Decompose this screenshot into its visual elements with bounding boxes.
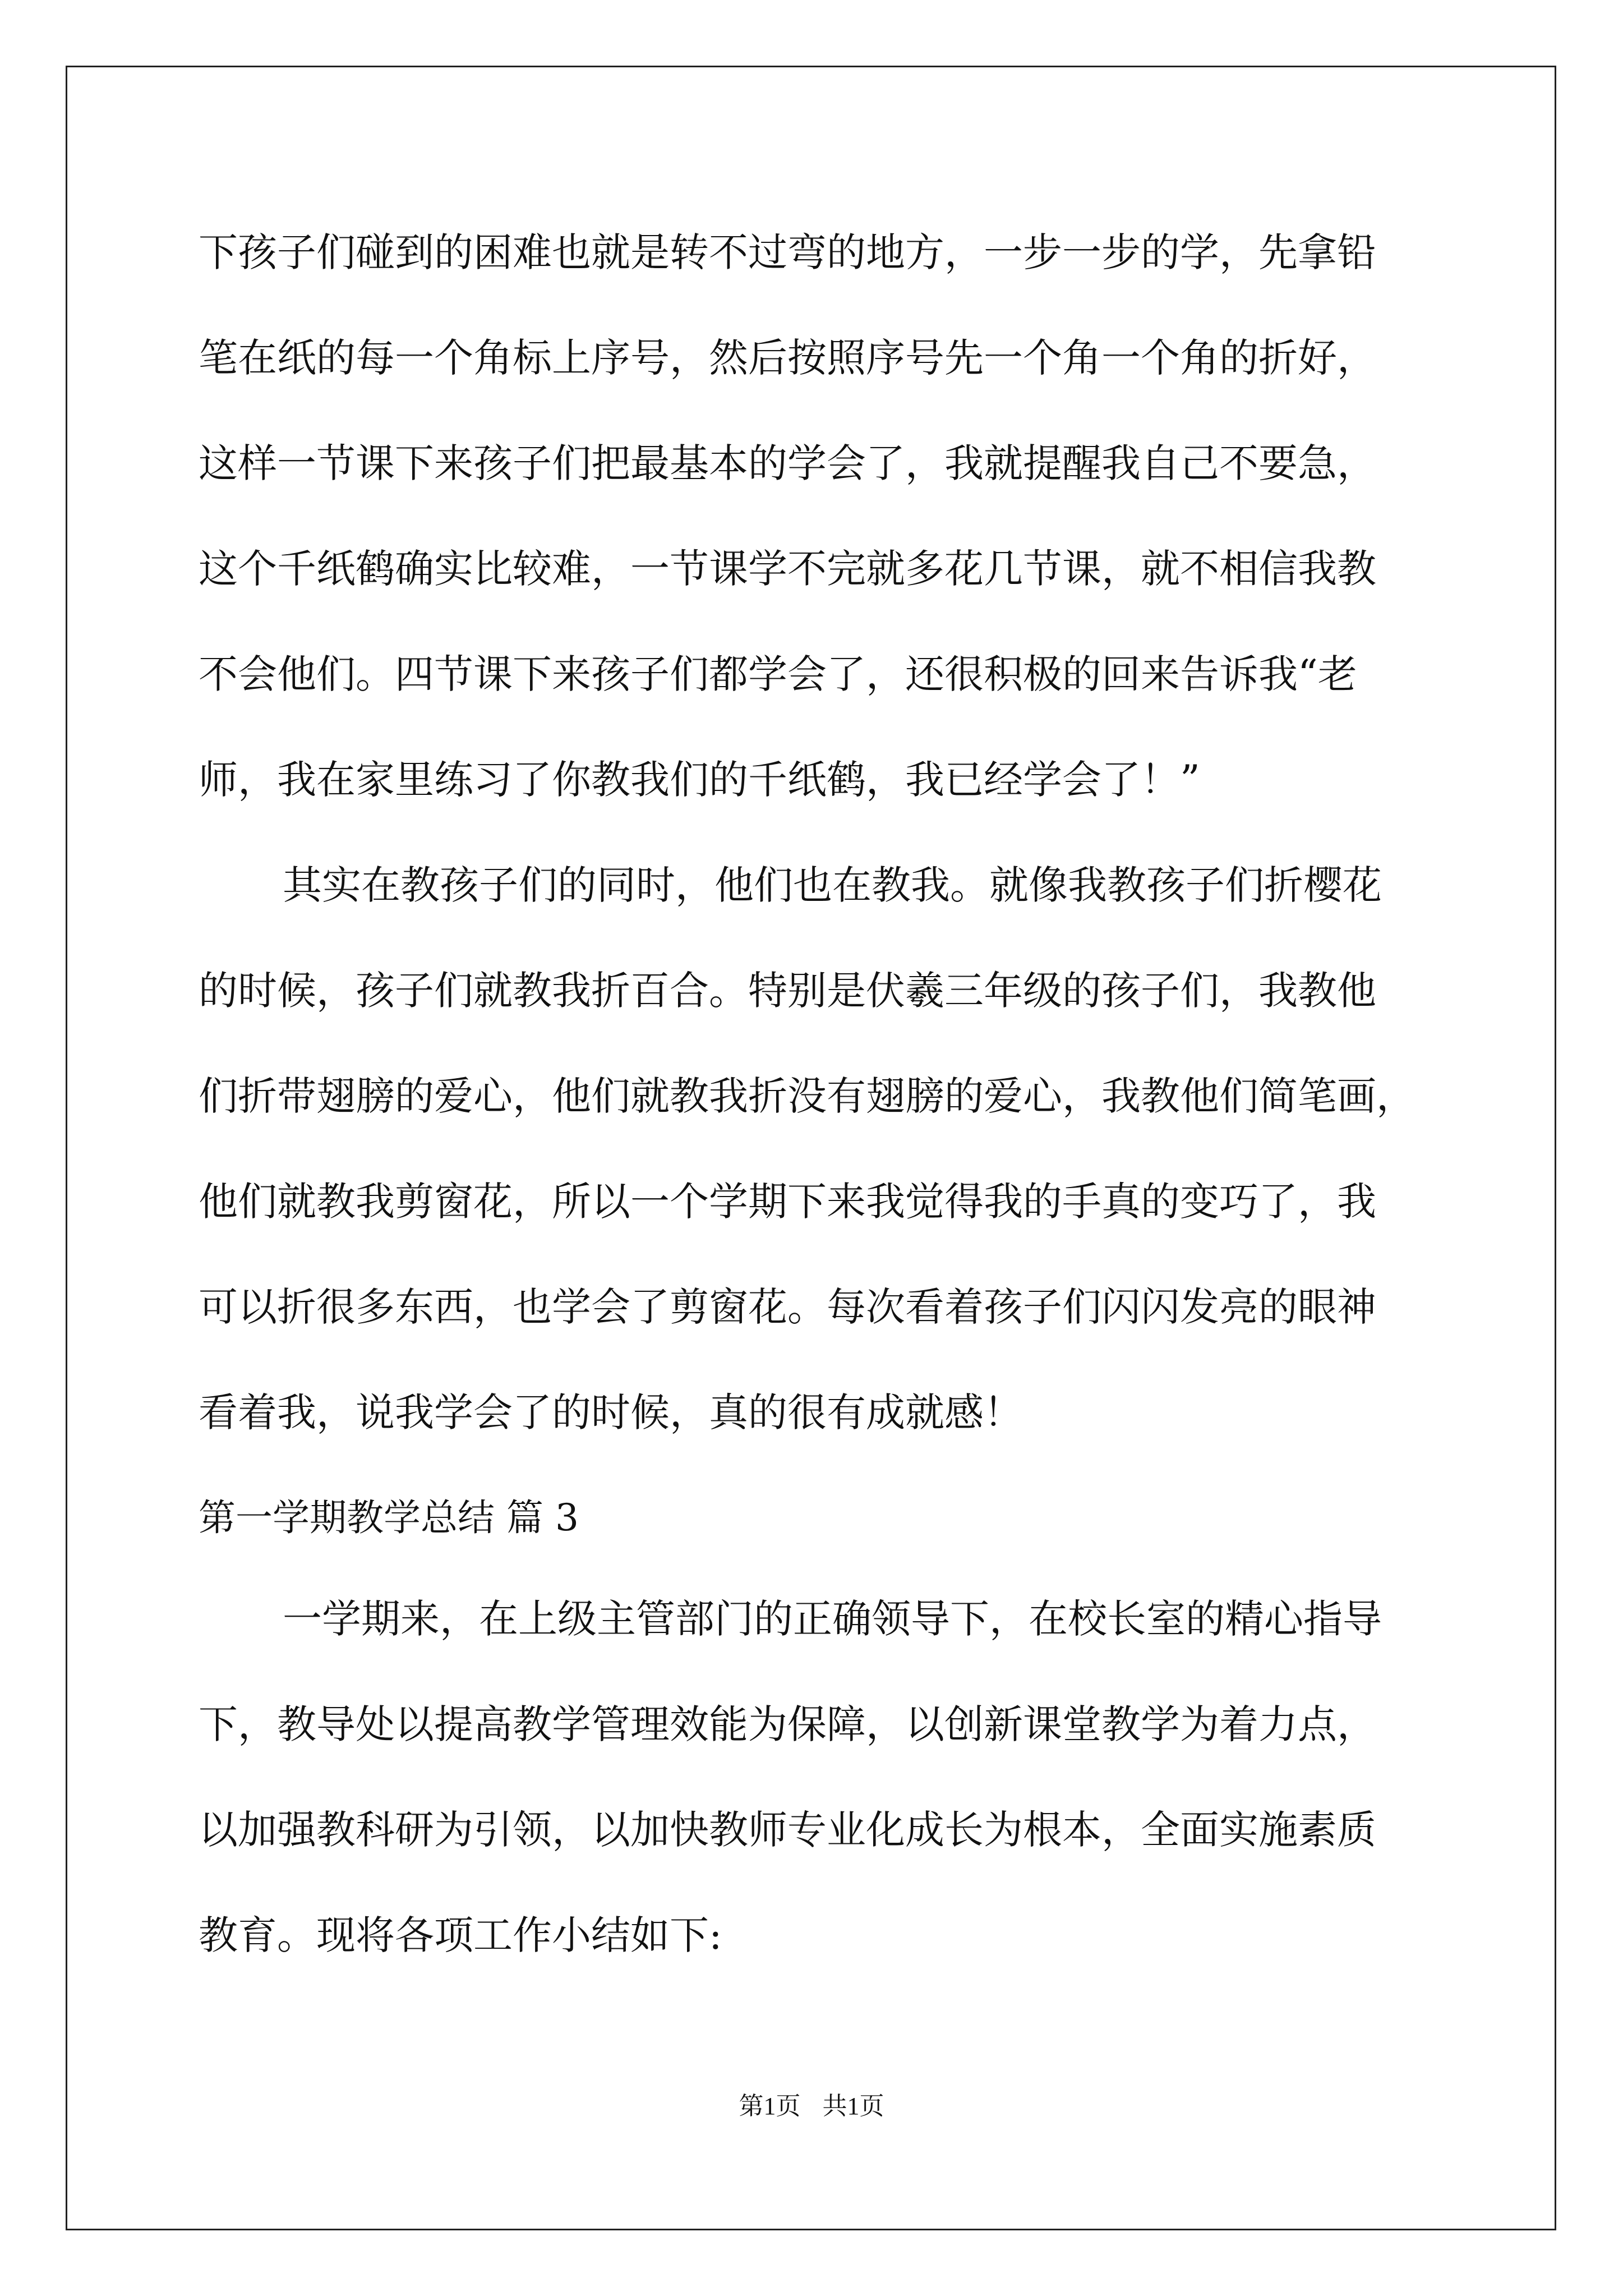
page-footer	[0, 2090, 1623, 2123]
text-line: 这样一节课下来孩子们把最基本的学会了，我就提醒我自己不要急，	[199, 440, 1376, 486]
section-heading: 第一学期教学总结 篇 3	[199, 1496, 579, 1539]
page-number: 第1页	[739, 2092, 801, 2120]
text-line: 下，教导处以提高教学管理效能为保障，以创新课堂教学为着力点，	[199, 1701, 1376, 1747]
text-line: 他们就教我剪窗花，所以一个学期下来我觉得我的手真的变巧了，我	[199, 1179, 1376, 1225]
text-line: 可以折很多东西，也学会了剪窗花。每次看着孩子们闪闪发亮的眼神	[199, 1284, 1376, 1330]
paragraph-first-line: 一学期来，在上级主管部门的正确领导下，在校长室的精心指导	[283, 1596, 1382, 1642]
text-line: 的时候，孩子们就教我折百合。特别是伏羲三年级的孩子们，我教他	[199, 968, 1376, 1014]
document-body	[199, 219, 1432, 2007]
text-line: 这个千纸鹤确实比较难，一节课学不完就多花几节课，就不相信我教	[199, 546, 1376, 592]
text-line: 们折带翅膀的爱心，他们就教我折没有翅膀的爱心，我教他们简笔画，	[199, 1073, 1415, 1119]
text-line: 笔在纸的每一个角标上序号，然后按照序号先一个角一个角的折好，	[199, 335, 1376, 381]
text-line: 下孩子们碰到的困难也就是转不过弯的地方，一步一步的学，先拿铅	[199, 229, 1376, 275]
text-line: 师，我在家里练习了你教我们的千纸鹤，我已经学会了！”	[199, 757, 1200, 803]
text-line: 以加强教科研为引领，以加快教师专业化成长为根本，全面实施素质	[199, 1807, 1376, 1853]
text-line: 教育。现将各项工作小结如下:	[199, 1912, 722, 1958]
text-line: 不会他们。四节课下来孩子们都学会了，还很积极的回来告诉我“老	[199, 651, 1357, 697]
paragraph-first-line: 其实在教孩子们的同时，他们也在教我。就像我教孩子们折樱花	[283, 862, 1382, 908]
page-total: 共1页	[822, 2092, 884, 2120]
text-line: 看着我，说我学会了的时候，真的很有成就感！	[199, 1389, 1023, 1435]
